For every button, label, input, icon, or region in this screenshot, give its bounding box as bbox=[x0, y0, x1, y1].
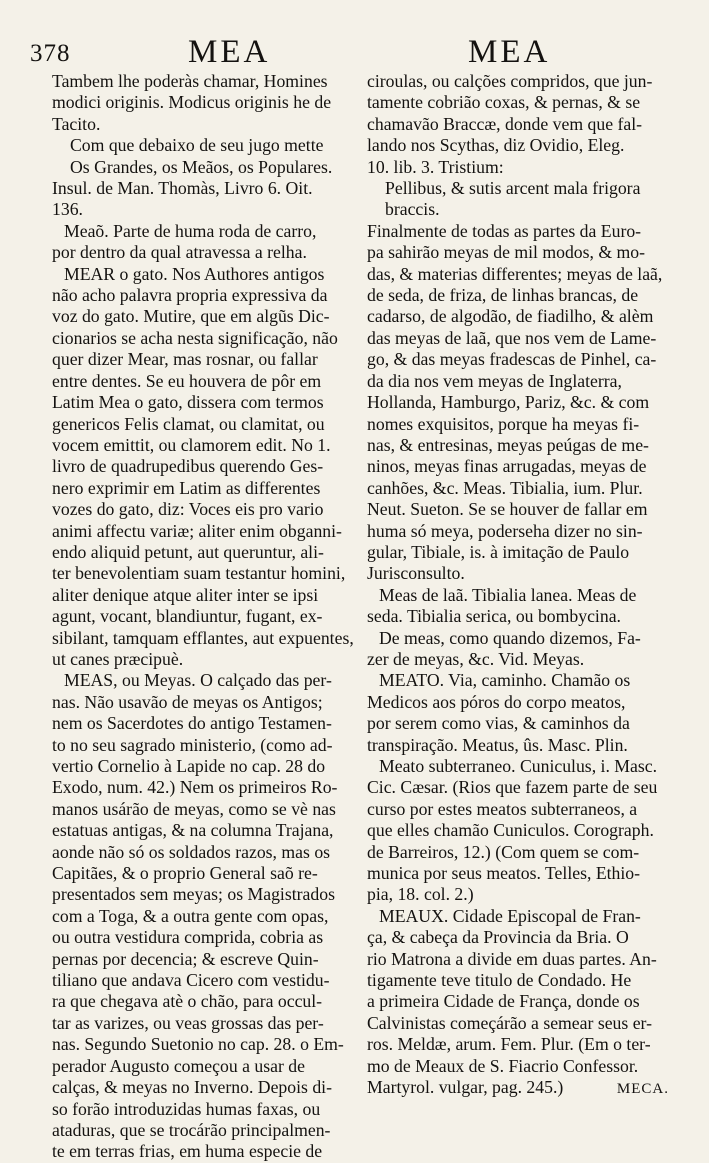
text-line: Meas de laã. Tibialia lanea. Meas de bbox=[379, 584, 637, 605]
text-line: ros. Meldæ, arum. Fem. Plur. (Em o ter- bbox=[367, 1034, 651, 1055]
text-line: seda. Tibialia serica, ou bombycina. bbox=[367, 606, 621, 627]
text-line: lando nos Scythas, diz Ovidio, Eleg. bbox=[367, 135, 625, 156]
text-line: pa sahirão meyas de mil modos, & mo- bbox=[367, 242, 646, 263]
text-line: MEATO. Via, caminho. Chamão os bbox=[379, 670, 631, 691]
text-line: Meato subterraneo. Cuniculus, i. Masc. bbox=[379, 756, 658, 776]
text-line: Insul. de Man. Thomàs, Livro 6. Oit. bbox=[52, 178, 313, 199]
text-line: zer de meyas, &c. Vid. Meyas. bbox=[367, 648, 585, 669]
text-line: Neut. Sueton. Se se houver de fallar em bbox=[367, 499, 648, 520]
text-line: Hollanda, Hamburgo, Pariz, &c. & com bbox=[367, 392, 650, 413]
text-line: transpiração. Meatus, ûs. Masc. Plin. bbox=[367, 734, 628, 755]
text-line: Capitães, & o proprio General saõ re- bbox=[52, 863, 318, 884]
text-line: da dia nos vem meyas de Inglaterra, bbox=[367, 370, 622, 391]
text-line: MEAUX. Cidade Episcopal de Fran- bbox=[379, 905, 641, 926]
text-line: Calvinistas começárão a semear seus er- bbox=[367, 1012, 652, 1033]
text-line: calças, & meyas no Inverno. Depois di- bbox=[52, 1077, 332, 1098]
text-line: Latim Mea o gato, dissera com termos bbox=[52, 392, 324, 413]
text-line: De meas, como quando dizemos, Fa- bbox=[379, 627, 641, 648]
text-line: de Barreiros, 12.) (Com quem se com- bbox=[367, 841, 640, 862]
text-line: Os Grandes, os Meãos, os Populares. bbox=[70, 156, 333, 177]
text-line: Finalmente de todas as partes da Euro- bbox=[367, 220, 642, 241]
text-line: de seda, de friza, de linhas brancas, de bbox=[367, 285, 639, 306]
text-line: perador Augusto começou a usar de bbox=[52, 1055, 305, 1076]
text-line: modici originis. Modicus originis he de bbox=[52, 92, 332, 113]
text-line: nomes exquisitos, porque ha meyas fi- bbox=[367, 413, 640, 434]
text-line: curso por estes meatos subterraneos, a bbox=[367, 798, 638, 819]
text-line: canhões, &c. Meas. Tibialia, ium. Plur. bbox=[367, 477, 643, 498]
text-line: braccis. bbox=[385, 199, 440, 220]
text-line: go, & das meyas fradescas de Pinhel, ca- bbox=[367, 349, 657, 370]
text-line: Exodo, num. 42.) Nem os primeiros Ro- bbox=[52, 777, 338, 798]
text-line: ra que chegava atè o chão, para occul- bbox=[52, 991, 323, 1012]
text-line: ou outra vestidura comprida, cobria as bbox=[52, 927, 324, 948]
text-line: tamente cobrião coxas, & pernas, & se bbox=[367, 92, 641, 113]
text-line: entre dentes. Se eu houvera de pôr em bbox=[52, 370, 322, 391]
text-line: livro de quadrupedibus querendo Ges- bbox=[52, 456, 324, 477]
page-header bbox=[30, 34, 680, 74]
text-line: presentados sem meyas; os Magistrados bbox=[52, 884, 335, 905]
text-line: tiliano que andava Cicero com vestidu- bbox=[52, 970, 330, 991]
text-line: Jurisconsulto. bbox=[367, 563, 465, 584]
text-line: MEAR o gato. Nos Authores antigos bbox=[64, 263, 325, 284]
text-line: nas. Segundo Suetonio no cap. 28. o Em- bbox=[52, 1034, 344, 1055]
text-line: chamavão Braccæ, donde vem que fal- bbox=[367, 113, 643, 134]
text-line: to no seu sagrado ministerio, (como ad- bbox=[52, 734, 333, 755]
text-line: não acho palavra propria expressiva da bbox=[52, 285, 328, 306]
running-head-left: MEA bbox=[188, 34, 271, 70]
text-line: endo aliquid petunt, aut queruntur, ali- bbox=[52, 541, 324, 562]
right-column bbox=[367, 71, 666, 1099]
text-line: ninos, meyas finas arrugadas, meyas de bbox=[367, 456, 647, 477]
text-line: vocem emittit, ou clamorem edit. No 1. bbox=[52, 434, 331, 455]
text-line: gular, Tibiale, is. à imitação de Paulo bbox=[367, 541, 630, 562]
catchword: MECA. bbox=[616, 1081, 669, 1097]
text-line: vertio Cornelio à Lapide no cap. 28 do bbox=[52, 756, 326, 776]
left-column bbox=[52, 71, 354, 1163]
text-line: Pellibus, & sutis arcent mala frigora bbox=[385, 178, 641, 199]
text-line: pernas por decencia; & escreve Quin- bbox=[52, 948, 319, 969]
text-line: te em terras frias, em huma especie de bbox=[52, 1141, 323, 1162]
text-line: ciroulas, ou calções compridos, que jun- bbox=[367, 71, 653, 91]
text-line: cadarso, de algodão, de fiadilho, & alèm bbox=[367, 306, 654, 327]
text-line: ut canes præcipuè. bbox=[52, 648, 184, 669]
text-line: nem os Sacerdotes do antigo Testamen- bbox=[52, 713, 332, 734]
text-line: manos usárão de meyas, como se vè nas bbox=[52, 798, 336, 819]
text-line: Tambem lhe poderàs chamar, Homines bbox=[52, 71, 328, 91]
text-line: MEAS, ou Meyas. O calçado das per- bbox=[64, 670, 332, 691]
text-line: so forão introduzidas humas faxas, ou bbox=[52, 1098, 321, 1119]
text-line: Medicos aos póros do corpo meatos, bbox=[367, 691, 626, 712]
text-line: nas, & entresinas, meyas peúgas de me- bbox=[367, 434, 649, 455]
text-line: Martyrol. vulgar, pag. 245.) bbox=[367, 1077, 564, 1098]
text-line: quer dizer Mear, mas rosnar, ou fallar bbox=[52, 349, 318, 370]
text-line: nas. Não usavão de meyas os Antigos; bbox=[52, 691, 323, 712]
text-line: nero exprimir em Latim as differentes bbox=[52, 477, 321, 498]
text-line: animi affectu variæ; aliter enim obganni- bbox=[52, 520, 342, 541]
text-line: a primeira Cidade de França, donde os bbox=[367, 991, 640, 1012]
text-line: huma só meya, poderseha dizer no sin- bbox=[367, 520, 643, 541]
text-line: genericos Felis clamat, ou clamitat, ou bbox=[52, 413, 325, 434]
text-line: ça, & cabeça da Provincia da Bria. O bbox=[367, 927, 629, 948]
text-line: das meyas de laã, que nos vem de Lame- bbox=[367, 327, 657, 348]
text-line: pia, 18. col. 2.) bbox=[367, 884, 474, 905]
text-line: sibilant, tamquam efflantes, aut expuentes, bbox=[52, 627, 354, 648]
text-line: que elles chamão Cuniculos. Corograph. bbox=[367, 820, 654, 841]
text-line: Meaõ. Parte de huma roda de carro, bbox=[64, 220, 317, 241]
text-line: tigamente teve titulo de Condado. He bbox=[367, 970, 632, 991]
text-line: mo de Meaux de S. Fiacrio Confessor. bbox=[367, 1055, 639, 1076]
text-line: agunt, vocant, blandiuntur, fugant, ex- bbox=[52, 606, 323, 627]
text-line: por dentro da qual atravessa a relha. bbox=[52, 242, 307, 263]
text-line: tar as varizes, ou veas grossas das per- bbox=[52, 1012, 324, 1033]
text-line: rio Matrona a divide em duas partes. An- bbox=[367, 948, 657, 969]
text-line: aliter denique atque aliter inter se ipsi bbox=[52, 584, 319, 605]
text-line: 136. bbox=[52, 199, 83, 220]
text-line: voz do gato. Mutire, que em algũs Dic- bbox=[52, 306, 330, 327]
text-line: Tacito. bbox=[52, 113, 101, 134]
text-line: ter benevolentiam suam testantur homini, bbox=[52, 563, 346, 584]
text-line: 10. lib. 3. Tristium: bbox=[367, 156, 504, 177]
text-line: ataduras, que se trocárão principalmen- bbox=[52, 1119, 331, 1140]
text-line: das, & materias differentes; meyas de laã, bbox=[367, 263, 663, 284]
text-line: aonde não só os soldados razos, mas os bbox=[52, 841, 331, 862]
text-line: estatuas antigas, & na columna Trajana, bbox=[52, 820, 334, 841]
text-line: cionarios se acha nesta significação, não bbox=[52, 327, 338, 348]
page-number: 378 bbox=[30, 40, 71, 67]
text-line: munica por seus meatos. Telles, Ethio- bbox=[367, 863, 641, 884]
text-line: vozes do gato, diz: Voces eis pro vario bbox=[52, 499, 324, 520]
text-line: Cic. Cæsar. (Rios que fazem parte de seu bbox=[367, 777, 658, 798]
text-line: com a Toga, & a outra gente com opas, bbox=[52, 905, 329, 926]
running-head-right: MEA bbox=[468, 34, 551, 70]
text-line: por serem como vias, & caminhos da bbox=[367, 713, 630, 734]
text-line: Com que debaixo de seu jugo mette bbox=[70, 135, 324, 156]
